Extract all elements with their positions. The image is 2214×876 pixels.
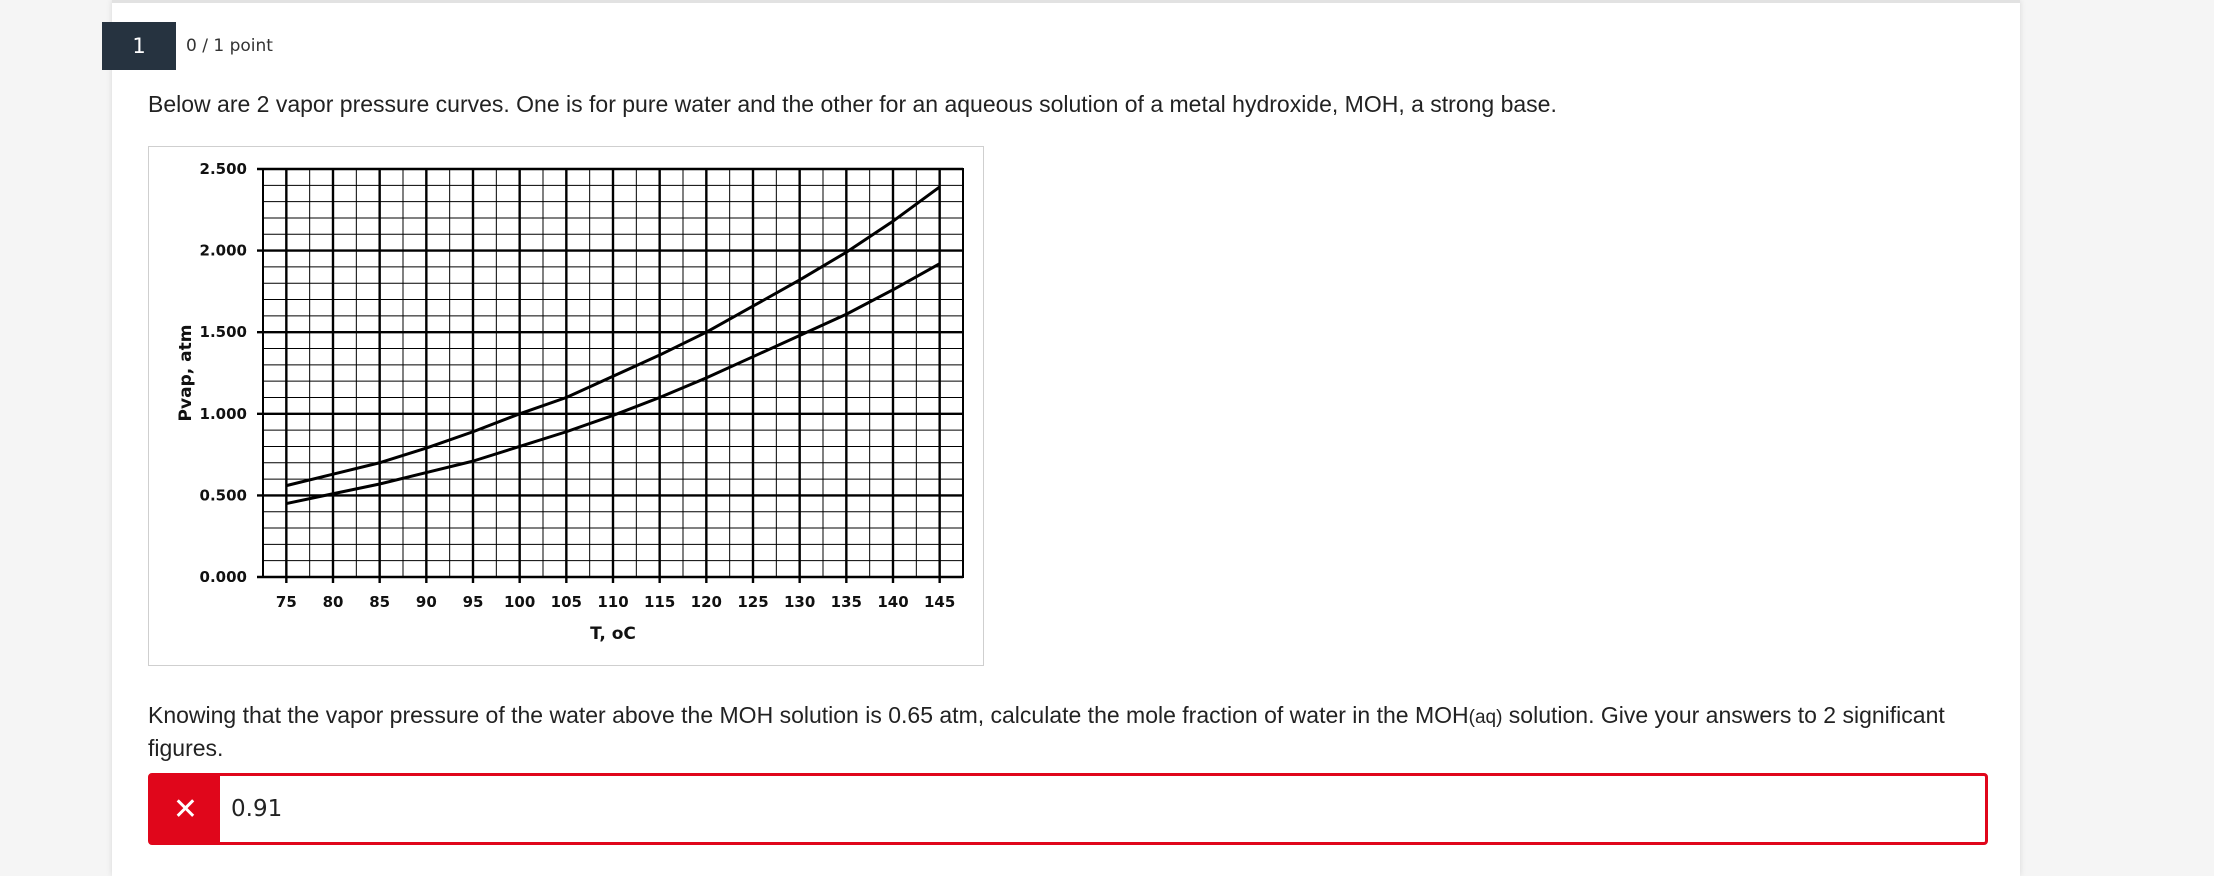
x-tick-label: 120 — [690, 593, 722, 611]
question-prompt: Below are 2 vapor pressure curves. One is for pure water and the other for an aqueous solution of a metal hydroxide, MOH, a strong base. — [148, 91, 1557, 117]
x-tick-label: 125 — [737, 593, 769, 611]
close-icon: ✕ — [172, 791, 199, 827]
vapor-pressure-chart — [148, 146, 984, 666]
question-number: 1 — [102, 22, 176, 70]
incorrect-mark — [151, 776, 220, 842]
x-tick-label: 105 — [550, 593, 582, 611]
x-tick-label: 130 — [784, 593, 816, 611]
x-tick-label: 135 — [830, 593, 862, 611]
x-tick-label: 85 — [369, 593, 391, 611]
question-text-main: Knowing that the vapor pressure of the water above the MOH solution is 0.65 atm, calculate the mole fraction of water in the MOH — [148, 702, 1469, 728]
y-axis-label: Pvap, atm — [176, 324, 196, 422]
x-axis-label: T, oC — [590, 624, 636, 644]
x-tick-label: 75 — [275, 593, 297, 611]
x-tick-label: 115 — [644, 593, 676, 611]
y-tick-label: 0.000 — [199, 568, 247, 586]
y-tick-label: 1.500 — [199, 323, 247, 342]
question-text-subscript: (aq) — [1468, 707, 1503, 728]
x-tick-label: 140 — [877, 593, 909, 611]
answer-value: 0.91 — [231, 796, 283, 822]
question-text-end: solution. Give your answers to 2 significant figures. — [148, 702, 1945, 761]
divider — [112, 0, 2020, 3]
x-tick-label: 100 — [504, 593, 536, 611]
y-tick-label: 0.500 — [199, 486, 247, 505]
chart-svg — [149, 147, 983, 665]
question-text — [148, 700, 1988, 763]
y-tick-label: 2.500 — [199, 160, 247, 178]
question-card — [112, 0, 2020, 876]
y-tick-label: 1.000 — [199, 404, 247, 423]
x-tick-label: 80 — [322, 593, 344, 611]
x-tick-label: 145 — [924, 593, 956, 611]
x-tick-label: 90 — [415, 593, 437, 611]
answer-box — [148, 773, 1988, 845]
x-tick-label: 95 — [462, 593, 484, 611]
x-tick-label: 110 — [597, 593, 629, 611]
question-points: 0 / 1 point — [186, 36, 273, 56]
y-tick-label: 2.000 — [199, 241, 247, 260]
